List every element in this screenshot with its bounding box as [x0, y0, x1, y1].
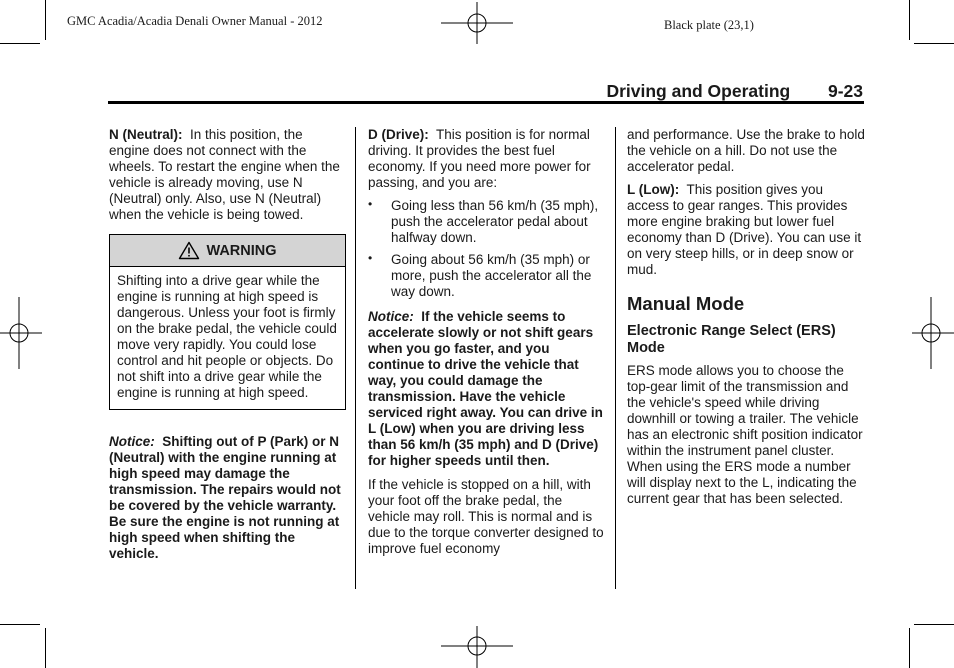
low-text: This position gives you access to gear ranges. This provides more engine braking but lower fuel economy than D (Drive). You can use it on very steep hills, or in deep snow or mud.	[627, 182, 862, 277]
subsection-heading: Electronic Range Select (ERS) Mode	[627, 323, 836, 356]
ers-paragraph: ERS mode allows you to choose the top-gear limit of the transmission and the vehicle's speed while driving downhill or towing a trailer. The vehicle has an electronic shift position indicator within the instrument panel cluster. When using the ERS mode a number will display next to the L, indicating the current gear that has been selected.	[627, 363, 863, 506]
passing-list	[368, 198, 606, 300]
neutral-paragraph	[109, 127, 346, 223]
crosshair-mark-icon	[912, 297, 954, 369]
plate-label: Black plate (23,1)	[664, 18, 754, 32]
crosshair-mark-icon	[441, 626, 513, 668]
crop-mark	[909, 0, 910, 40]
column-divider	[355, 127, 356, 589]
drive-text: This position is for normal driving. It provides the best fuel economy. If you need more power for passing, and you are:	[368, 127, 591, 190]
crosshair-mark-icon	[441, 2, 513, 44]
crop-mark	[0, 624, 40, 625]
low-paragraph	[627, 182, 865, 278]
warning-triangle-icon	[178, 241, 200, 260]
drive-paragraph	[368, 127, 606, 191]
warning-header	[110, 235, 345, 267]
crop-mark	[0, 43, 40, 44]
column-2	[368, 127, 606, 564]
crop-mark	[914, 624, 954, 625]
warning-title: WARNING	[206, 242, 277, 259]
list-item	[368, 198, 606, 246]
crop-mark	[909, 628, 910, 668]
notice-text: Shifting out of P (Park) or N (Neutral) with the engine running at high speed may damage the transmission. The repairs would not be covered by the vehicle warranty. Be sure the engine is not running at high speed when shifting the vehicle.	[109, 434, 341, 561]
continuation-paragraph: and performance. Use the brake to hold the vehicle on a hill. Do not use the accelerator pedal.	[627, 127, 865, 174]
drive-term: D (Drive):	[368, 127, 429, 142]
section-title: Driving and Operating	[606, 81, 791, 101]
list-item-text: Going about 56 km/h (35 mph) or more, push the accelerator all the way down.	[391, 252, 592, 299]
section-header	[606, 81, 863, 102]
notice-text: If the vehicle seems to accelerate slowly or not shift gears when you go faster, and you continue to drive the vehicle that way, you could damage the transmission. Have the vehicle serviced right away. You can drive in L (Low) when you are driving less than 56 km/h (35 mph) and D (Drive) for higher speeds until then.	[368, 309, 603, 468]
neutral-term: N (Neutral):	[109, 127, 183, 142]
page-number: 9-23	[827, 81, 863, 101]
notice-label: Notice:	[109, 434, 155, 449]
crop-mark	[45, 0, 46, 40]
low-term: L (Low):	[627, 182, 680, 197]
crop-mark	[914, 43, 954, 44]
notice-label: Notice:	[368, 309, 414, 324]
notice-paragraph	[368, 309, 606, 469]
column-divider	[615, 127, 616, 589]
notice-paragraph	[109, 434, 346, 562]
bullet-icon: •	[368, 197, 373, 211]
warning-text: Shifting into a drive gear while the engine is running at high speed is dangerous. Unless your foot is firmly on the brake pedal, the vehicle could move very rapidly. You could lose control and hit people or objects. Do not shift into a drive gear while the engine is running at high speed.	[117, 273, 337, 400]
hill-paragraph: If the vehicle is stopped on a hill, with your foot off the brake pedal, the vehicle may roll. This is normal and is due to the torque converter designed to improve fuel economy	[368, 477, 604, 556]
crosshair-mark-icon	[0, 297, 42, 369]
crop-mark	[45, 628, 46, 668]
list-item	[368, 252, 606, 300]
list-item-text: Going less than 56 km/h (35 mph), push the accelerator pedal about halfway down.	[391, 198, 599, 245]
column-3	[627, 127, 865, 514]
bullet-icon: •	[368, 251, 373, 265]
section-heading: Manual Mode	[627, 293, 745, 314]
neutral-text: In this position, the engine does not connect with the wheels. To restart the engine when the vehicle is already moving, use N (Neutral) only. Also, use N (Neutral) when the vehicle is being towed.	[109, 127, 340, 222]
header-rule	[108, 101, 864, 104]
warning-box	[109, 234, 346, 410]
book-title: GMC Acadia/Acadia Denali Owner Manual - 2012	[67, 14, 323, 28]
column-1	[109, 127, 346, 569]
